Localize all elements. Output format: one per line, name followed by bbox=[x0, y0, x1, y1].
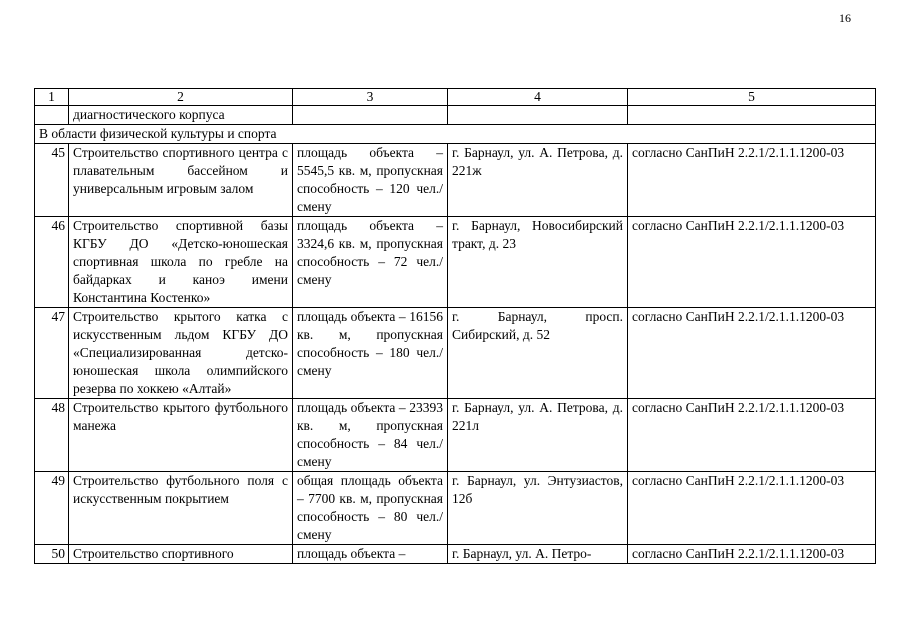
page-number: 16 bbox=[839, 11, 851, 25]
object-params: площадь объекта – bbox=[293, 545, 448, 564]
object-name: Строительство спортивного центра с плавательным бассейном и универсальным игровым залом bbox=[69, 144, 293, 217]
object-name: Строительство спортивной базы КГБУ ДО «Детско-юношеская спортивная школа по гребле на байдарках и каноэ имени Константина Костенко» bbox=[69, 217, 293, 308]
object-norm: согласно СанПиН 2.2.1/2.1.1.1200-03 bbox=[628, 217, 876, 308]
object-name: Строительство крытого катка с искусственным льдом КГБУ ДО «Специализированная детско-юношеская школа олимпийского резерва по хоккею «Алтай» bbox=[69, 308, 293, 399]
object-norm: согласно СанПиН 2.2.1/2.1.1.1200-03 bbox=[628, 308, 876, 399]
object-params: общая площадь объекта – 7700 кв. м, пропускная способность – 80 чел./смену bbox=[293, 472, 448, 545]
table-cell bbox=[448, 106, 628, 125]
row-number: 47 bbox=[35, 308, 69, 399]
object-address: г. Барнаул, просп. Сибирский, д. 52 bbox=[448, 308, 628, 399]
row-number: 45 bbox=[35, 144, 69, 217]
object-name: Строительство футбольного поля с искусственным покрытием bbox=[69, 472, 293, 545]
table-row bbox=[35, 308, 876, 399]
object-norm: согласно СанПиН 2.2.1/2.1.1.1200-03 bbox=[628, 399, 876, 472]
column-header: 2 bbox=[69, 89, 293, 106]
continuation-row bbox=[35, 106, 876, 125]
table-row bbox=[35, 472, 876, 545]
section-title: В области физической культуры и спорта bbox=[35, 125, 876, 144]
column-header: 5 bbox=[628, 89, 876, 106]
object-address: г. Барнаул, Новосибирский тракт, д. 23 bbox=[448, 217, 628, 308]
object-name: Строительство спортивного bbox=[69, 545, 293, 564]
column-header: 3 bbox=[293, 89, 448, 106]
table-cell bbox=[293, 106, 448, 125]
row-number: 49 bbox=[35, 472, 69, 545]
object-norm: согласно СанПиН 2.2.1/2.1.1.1200-03 bbox=[628, 144, 876, 217]
object-address: г. Барнаул, ул. Энтузиастов, 12б bbox=[448, 472, 628, 545]
object-address: г. Барнаул, ул. А. Петрова, д. 221л bbox=[448, 399, 628, 472]
table-cell bbox=[628, 106, 876, 125]
column-header: 4 bbox=[448, 89, 628, 106]
table-cell bbox=[35, 106, 69, 125]
table-row bbox=[35, 217, 876, 308]
column-header: 1 bbox=[35, 89, 69, 106]
table-row bbox=[35, 545, 876, 564]
row-number: 48 bbox=[35, 399, 69, 472]
object-norm: согласно СанПиН 2.2.1/2.1.1.1200-03 bbox=[628, 472, 876, 545]
object-name: Строительство крытого футбольного манежа bbox=[69, 399, 293, 472]
object-params: площадь объекта – 5545,5 кв. м, пропускная способность – 120 чел./смену bbox=[293, 144, 448, 217]
object-address: г. Барнаул, ул. А. Петро- bbox=[448, 545, 628, 564]
table-cell: диагностического корпуса bbox=[69, 106, 293, 125]
object-params: площадь объекта – 3324,6 кв. м, пропускная способность – 72 чел./смену bbox=[293, 217, 448, 308]
object-address: г. Барнаул, ул. А. Петрова, д. 221ж bbox=[448, 144, 628, 217]
table-row bbox=[35, 144, 876, 217]
object-params: площадь объекта – 16156 кв. м, пропускная способность – 180 чел./смену bbox=[293, 308, 448, 399]
objects-table bbox=[34, 88, 876, 564]
object-params: площадь объекта – 23393 кв. м, пропускная способность – 84 чел./смену bbox=[293, 399, 448, 472]
section-row bbox=[35, 125, 876, 144]
row-number: 50 bbox=[35, 545, 69, 564]
object-norm: согласно СанПиН 2.2.1/2.1.1.1200-03 bbox=[628, 545, 876, 564]
table-row bbox=[35, 399, 876, 472]
row-number: 46 bbox=[35, 217, 69, 308]
table-header-row bbox=[35, 89, 876, 106]
